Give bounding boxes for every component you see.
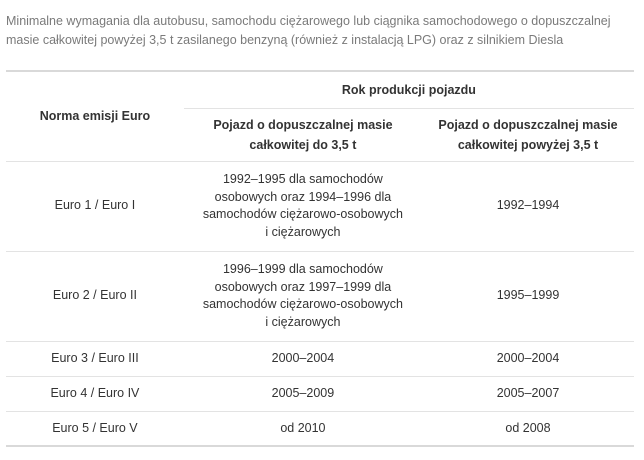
cell-pow: od 2008: [422, 411, 634, 446]
cell-do: [184, 161, 422, 251]
cell-pow: 2005–2007: [422, 376, 634, 411]
cell-norma: Euro 2 / Euro II: [6, 251, 184, 341]
table-row: [6, 341, 634, 376]
cell-pow: 1992–1994: [422, 161, 634, 251]
table-header: [6, 71, 634, 161]
table-row: [6, 161, 634, 251]
cell-do: od 2010: [184, 411, 422, 446]
cell-norma: Euro 3 / Euro III: [6, 341, 184, 376]
cell-pow: 1995–1999: [422, 251, 634, 341]
table-row: [6, 376, 634, 411]
table-row: [6, 411, 634, 446]
header-norma: Norma emisji Euro: [6, 71, 184, 161]
header-col-do-text: Pojazd o dopuszczalnej masie całkowitej do 3,5 t: [213, 117, 393, 152]
cell-norma: Euro 4 / Euro IV: [6, 376, 184, 411]
header-row-1: [6, 71, 634, 108]
header-col-pow-text: Pojazd o dopuszczalnej masie całkowitej powyżej 3,5 t: [438, 117, 618, 152]
cell-norma: Euro 5 / Euro V: [6, 411, 184, 446]
table-body: [6, 161, 634, 446]
header-col-pow: [422, 108, 634, 161]
cell-pow: 2000–2004: [422, 341, 634, 376]
cell-do: [184, 251, 422, 341]
cell-do: 2000–2004: [184, 341, 422, 376]
cell-do-text: 1992–1995 dla samochodów osobowych oraz 1994–1996 dla samochodów ciężarowo-osobowych i ciężarowych: [202, 172, 403, 239]
table-caption: Minimalne wymagania dla autobusu, samochodu ciężarowego lub ciągnika samochodowego o dopuszczalnej masie całkowitej powyżej 3,5 t zasilanego benzyną (również z instalacją LPG) oraz z silnikiem Diesla: [6, 14, 611, 47]
emission-table: [6, 70, 634, 447]
cell-do: 2005–2009: [184, 376, 422, 411]
cell-norma: Euro 1 / Euro I: [6, 161, 184, 251]
header-rok: Rok produkcji pojazdu: [184, 71, 634, 108]
cell-do-text: 1996–1999 dla samochodów osobowych oraz 1997–1999 dla samochodów ciężarowo-osobowych i ciężarowych: [202, 262, 403, 329]
header-col-do: [184, 108, 422, 161]
table-row: [6, 251, 634, 341]
